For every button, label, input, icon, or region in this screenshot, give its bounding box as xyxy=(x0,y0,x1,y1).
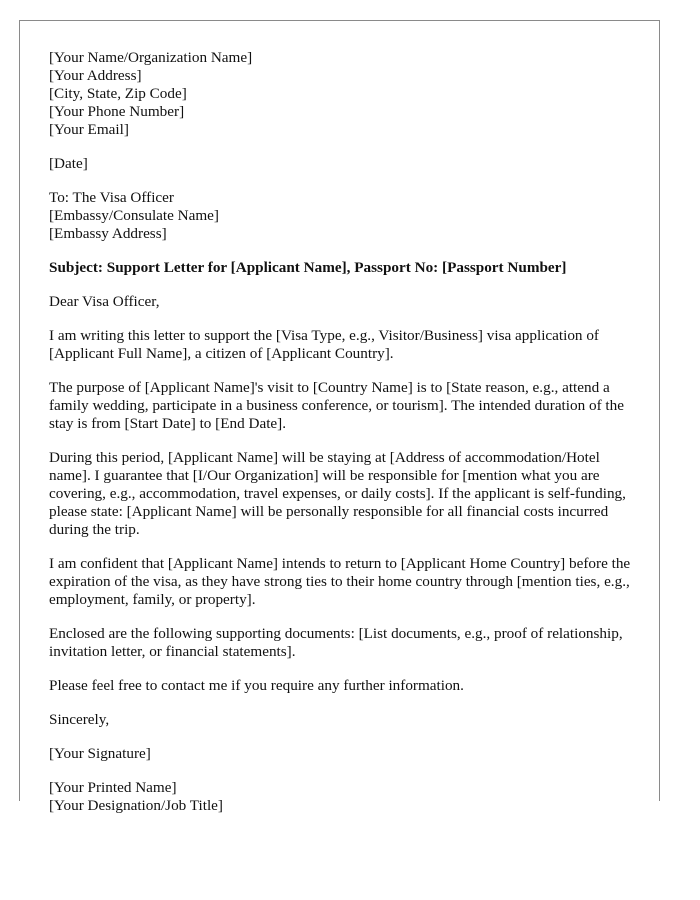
body-paragraph-4: I am confident that [Applicant Name] intends to return to [Applicant Home Country] before the expiration of the visa, as they have strong ties to their home country through [mention ties, e.g., employment, family, or property]. xyxy=(49,555,631,608)
body-paragraph-5: Enclosed are the following supporting documents: [List documents, e.g., proof of relationship, invitation letter, or financial statements]. xyxy=(49,625,623,660)
body-paragraph-1: I am writing this letter to support the [Visa Type, e.g., Visitor/Business] visa application of [Applicant Full Name], a citizen of [Applicant Country]. xyxy=(49,327,599,362)
recipient-embassy-name: [Embassy/Consulate Name] xyxy=(49,207,219,224)
sender-city: [City, State, Zip Code] xyxy=(49,85,187,102)
sender-phone: [Your Phone Number] xyxy=(49,103,185,120)
sender-address: [Your Address] xyxy=(49,67,142,84)
printed-name: [Your Printed Name] xyxy=(49,779,177,796)
letter-date: [Date] xyxy=(49,155,88,172)
recipient-embassy-address: [Embassy Address] xyxy=(49,225,167,242)
letter-salutation: Dear Visa Officer, xyxy=(49,293,160,310)
designation: [Your Designation/Job Title] xyxy=(49,797,223,814)
letter-content xyxy=(20,21,659,815)
sender-name: [Your Name/Organization Name] xyxy=(49,49,253,66)
sender-block xyxy=(49,49,631,139)
recipient-to: To: The Visa Officer xyxy=(49,189,174,206)
recipient-block xyxy=(49,189,631,243)
body-paragraph-2: The purpose of [Applicant Name]'s visit to [Country Name] is to [State reason, e.g., attend a family wedding, participate in a business conference, or tourism]. The intended duration of the stay is from [Start Date] to [End Date]. xyxy=(49,379,624,432)
letter-closing: Sincerely, xyxy=(49,711,110,728)
letter-page xyxy=(19,20,660,814)
letter-subject: Subject: Support Letter for [Applicant Name], Passport No: [Passport Number] xyxy=(49,259,567,276)
body-paragraph-3: During this period, [Applicant Name] will be staying at [Address of accommodation/Hotel name]. I guarantee that [I/Our Organization] will be responsible for [mention what you are covering, e.g., accommodation, travel expenses, or daily costs]. If the applicant is self-funding, please state: [Applicant Name] will be personally responsible for all financial costs incurred during the trip. xyxy=(49,449,626,538)
letter-signature: [Your Signature] xyxy=(49,745,151,762)
body-paragraph-6: Please feel free to contact me if you require any further information. xyxy=(49,677,464,694)
signer-block xyxy=(49,779,631,815)
sender-email: [Your Email] xyxy=(49,121,129,138)
